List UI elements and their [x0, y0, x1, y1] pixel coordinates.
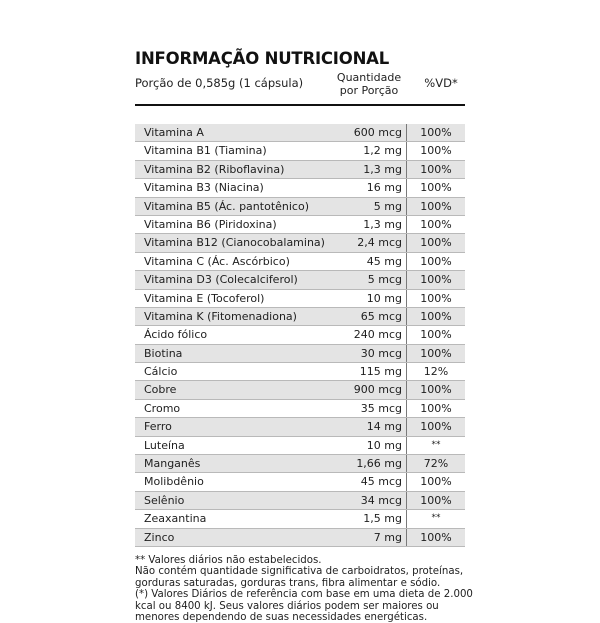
table-row	[135, 161, 465, 179]
nutrient-daily-value: 100%	[420, 328, 452, 342]
nutrient-daily-value: 100%	[420, 144, 452, 158]
nutrient-name: Cromo	[144, 401, 181, 415]
table-row	[135, 326, 465, 344]
quantity-header-line1: Quantidade	[336, 71, 402, 84]
nutrient-name: Biotina	[144, 346, 183, 360]
nutrient-quantity: 1,2 mg	[331, 142, 407, 159]
nutrient-quantity: 30 mcg	[331, 345, 407, 362]
serving-size: Porção de 0,585g (1 cápsula)	[135, 76, 304, 90]
table-row	[135, 455, 465, 473]
nutrient-quantity: 5 mcg	[331, 271, 407, 288]
nutrient-name: Zeaxantina	[144, 512, 207, 526]
table-row	[135, 400, 465, 418]
table-row	[135, 216, 465, 234]
nutrient-daily-value: 100%	[420, 254, 452, 268]
quantity-header-line2: por Porção	[339, 84, 399, 97]
nutrient-quantity: 16 mg	[331, 179, 407, 196]
nutrient-name: Vitamina B1 (Tiamina)	[144, 144, 267, 158]
footnote-line: (*) Valores Diários de referência com base em uma dieta de 2.000	[135, 589, 473, 601]
nutrient-name: Luteína	[144, 438, 185, 452]
nutrient-name: Cálcio	[144, 365, 178, 379]
nutrient-quantity: 2,4 mcg	[331, 234, 407, 251]
nutrient-name: Vitamina B12 (Cianocobalamina)	[144, 236, 325, 250]
nutrient-daily-value: 100%	[420, 181, 452, 195]
nutrient-name: Zinco	[144, 530, 175, 544]
nutrient-daily-value: 100%	[420, 475, 452, 489]
nutrient-name: Molibdênio	[144, 475, 204, 489]
nutrient-name: Vitamina K (Fitomenadiona)	[144, 309, 297, 323]
nutrient-name: Vitamina C (Ác. Ascórbico)	[144, 254, 290, 268]
nutrient-quantity: 115 mg	[331, 363, 407, 380]
footnote-line: Não contém quantidade significativa de carboidratos, proteínas,	[135, 566, 464, 578]
nutrient-quantity: 1,3 mg	[331, 161, 407, 178]
nutrient-quantity: 1,3 mg	[331, 216, 407, 233]
nutrient-quantity: 1,5 mg	[331, 510, 407, 527]
nutrient-name: Vitamina A	[144, 126, 204, 139]
nutrient-quantity: 34 mcg	[331, 492, 407, 509]
nutrient-name: Vitamina B3 (Niacina)	[144, 181, 264, 195]
footnote-line: kcal ou 8400 kJ. Seus valores diários podem ser maiores ou	[135, 600, 439, 612]
nutrient-name: Ferro	[144, 420, 172, 434]
nutrient-daily-value: **	[431, 513, 441, 524]
nutrient-quantity: 600 mcg	[331, 124, 407, 141]
nutrient-name: Ácido fólico	[144, 328, 208, 342]
table-row	[135, 253, 465, 271]
nutrient-name: Vitamina D3 (Colecalciferol)	[144, 273, 298, 287]
nutrient-quantity: 65 mcg	[331, 308, 407, 325]
header-divider	[135, 104, 465, 124]
table-row	[135, 363, 465, 381]
table-row	[135, 345, 465, 363]
table-row	[135, 437, 465, 455]
nutrient-quantity: 45 mg	[331, 253, 407, 270]
footnote-line: menores dependendo de suas necessidades energéticas.	[135, 612, 428, 623]
daily-value-column-header: %VD*	[424, 76, 458, 90]
nutrient-daily-value: 100%	[420, 346, 452, 360]
table-row	[135, 492, 465, 510]
nutrient-daily-value: 100%	[420, 199, 452, 213]
nutrient-daily-value: 100%	[420, 401, 452, 415]
nutrient-daily-value: 100%	[420, 530, 452, 544]
nutrient-table	[135, 124, 465, 547]
nutrient-quantity: 45 mcg	[331, 473, 407, 490]
table-row	[135, 124, 465, 142]
nutrient-quantity: 10 mg	[331, 290, 407, 307]
nutrient-daily-value: 100%	[420, 309, 452, 323]
nutrient-name: Vitamina B5 (Ác. pantotênico)	[144, 199, 309, 213]
nutrient-daily-value: 100%	[420, 162, 452, 176]
nutrient-quantity: 900 mcg	[331, 381, 407, 398]
nutrient-daily-value: 100%	[420, 126, 452, 139]
nutrient-daily-value: 72%	[423, 457, 449, 471]
nutrient-daily-value: 100%	[420, 273, 452, 287]
nutrient-name: Vitamina E (Tocoferol)	[144, 291, 265, 305]
nutrient-quantity: 35 mcg	[331, 400, 407, 417]
nutrient-daily-value: 12%	[423, 365, 449, 379]
table-row	[135, 234, 465, 252]
nutrient-name: Selênio	[144, 493, 185, 507]
nutrient-quantity: 7 mg	[331, 529, 407, 546]
table-row	[135, 179, 465, 197]
nutrient-quantity: 14 mg	[331, 418, 407, 435]
nutrient-daily-value: 100%	[420, 420, 452, 434]
footnote-line: gorduras saturadas, gorduras trans, fibra alimentar e sódio.	[135, 577, 441, 589]
table-row	[135, 290, 465, 308]
nutrient-name: Manganês	[144, 457, 201, 471]
panel-title: INFORMAÇÃO NUTRICIONAL	[135, 49, 390, 68]
table-row	[135, 381, 465, 399]
table-row	[135, 510, 465, 528]
nutrient-daily-value: 100%	[420, 217, 452, 231]
table-row	[135, 142, 465, 160]
footnote-line: ** Valores diários não estabelecidos.	[135, 554, 322, 566]
table-row	[135, 308, 465, 326]
nutrient-daily-value: **	[431, 439, 441, 450]
table-row	[135, 529, 465, 547]
nutrient-quantity: 5 mg	[331, 198, 407, 215]
table-row	[135, 418, 465, 436]
nutrient-daily-value: 100%	[420, 383, 452, 397]
nutrient-daily-value: 100%	[420, 291, 452, 305]
footnotes	[135, 554, 473, 623]
quantity-column-header	[331, 71, 407, 97]
nutrient-name: Vitamina B2 (Riboflavina)	[144, 162, 285, 176]
nutrient-daily-value: 100%	[420, 236, 452, 250]
nutrition-facts-panel	[135, 48, 473, 623]
nutrient-quantity: 240 mcg	[331, 326, 407, 343]
nutrient-name: Vitamina B6 (Piridoxina)	[144, 217, 277, 231]
table-row	[135, 473, 465, 491]
nutrient-quantity: 1,66 mg	[331, 455, 407, 472]
table-header	[135, 71, 465, 101]
nutrient-quantity: 10 mg	[331, 437, 407, 454]
nutrient-name: Cobre	[144, 383, 177, 397]
table-row	[135, 198, 465, 216]
table-row	[135, 271, 465, 289]
nutrient-daily-value: 100%	[420, 493, 452, 507]
